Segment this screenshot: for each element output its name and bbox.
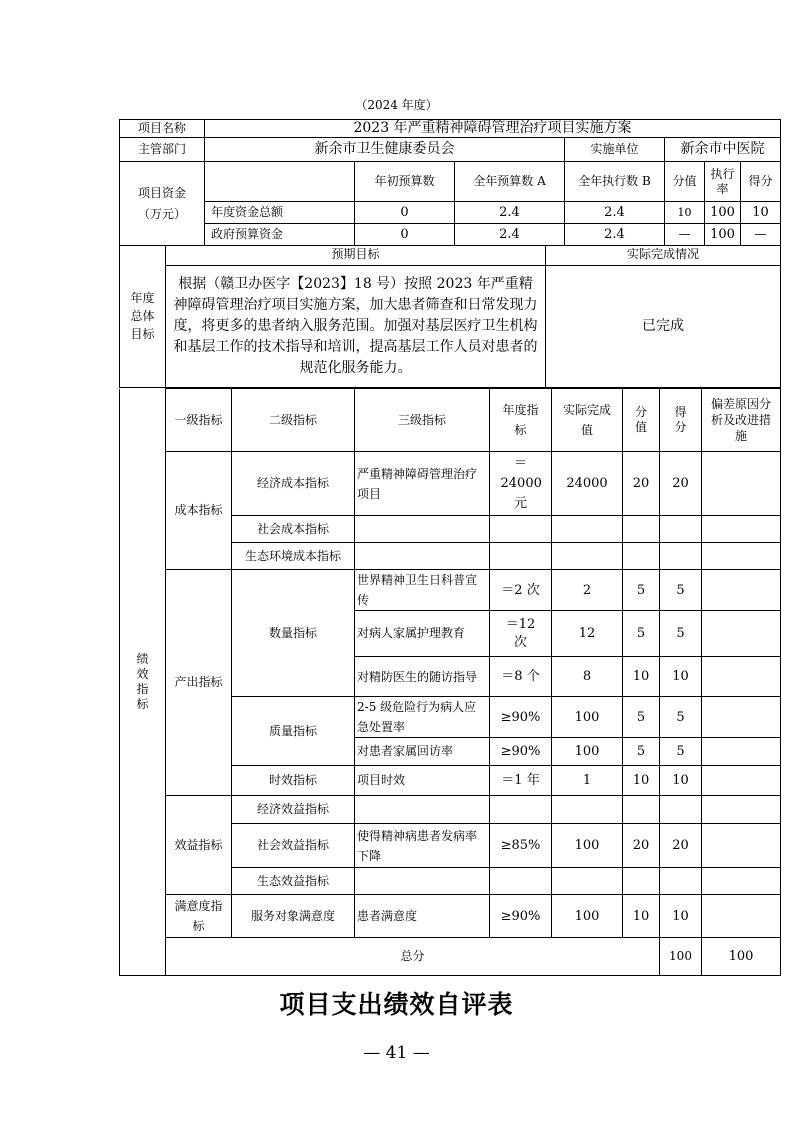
funds-label-line2: （万元） xyxy=(137,206,186,221)
cell xyxy=(552,796,623,824)
cost-economic-target xyxy=(490,452,552,516)
q2-item: 对病人家属护理教育 xyxy=(355,611,490,657)
cell xyxy=(660,516,702,543)
hdr-level3: 三级指标 xyxy=(355,389,490,452)
performance-table xyxy=(119,388,781,976)
hdr-target xyxy=(490,389,552,452)
q3-target: ＝8 个 xyxy=(490,657,552,697)
q2-target xyxy=(490,611,552,657)
funds-row-got: — xyxy=(741,224,781,246)
project-info-table xyxy=(119,119,781,246)
t1-target: ＝1 年 xyxy=(490,766,552,796)
q3-score: 10 xyxy=(623,657,660,697)
q2-got: 5 xyxy=(660,611,702,657)
funds-label xyxy=(120,162,205,246)
dept: 新余市卫生健康委员会 xyxy=(205,138,565,162)
s1-item: 使得精神病患者发病率下降 xyxy=(355,824,490,868)
unit-label: 实施单位 xyxy=(565,138,665,162)
sat-actual: 100 xyxy=(552,895,623,938)
unit: 新余市中医院 xyxy=(665,138,781,162)
m1-target: ≥90% xyxy=(490,697,552,738)
hdr-level1: 一级指标 xyxy=(166,389,232,452)
funds-row-initial: 0 xyxy=(355,224,455,246)
m1-score: 5 xyxy=(623,697,660,738)
col-initial: 年初预算数 xyxy=(355,162,455,202)
q2-target-text: ＝12次 xyxy=(505,616,536,650)
funds-row-rate: 100 xyxy=(705,224,741,246)
cost-economic-target-text: ＝24000元 xyxy=(500,455,542,511)
funds-row-exec: 2.4 xyxy=(565,224,665,246)
cell xyxy=(702,516,781,543)
expected-header: 预期目标 xyxy=(166,245,546,265)
sat-item: 患者满意度 xyxy=(355,895,490,938)
funds-row-name: 年度资金总额 xyxy=(205,202,355,224)
sat-got: 10 xyxy=(660,895,702,938)
funds-row-exec: 2.4 xyxy=(565,202,665,224)
funds-header-blank xyxy=(205,162,355,202)
dept-label: 主管部门 xyxy=(120,138,205,162)
funds-row-full: 2.4 xyxy=(455,224,565,246)
cost-economic-actual: 24000 xyxy=(552,452,623,516)
s1-reason xyxy=(702,824,781,868)
goals-table xyxy=(119,245,781,388)
q2-actual: 12 xyxy=(552,611,623,657)
hdr-actual xyxy=(552,389,623,452)
hdr-level2: 二级指标 xyxy=(232,389,355,452)
cell xyxy=(702,543,781,570)
t1-reason xyxy=(702,766,781,796)
funds-row-name: 政府预算资金 xyxy=(205,224,355,246)
hdr-target-text: 年度指标 xyxy=(502,403,539,437)
satisfaction-sub: 服务对象满意度 xyxy=(232,895,355,938)
cost-economic-item: 严重精神障碍管理治疗项目 xyxy=(355,452,490,516)
col-full: 全年预算数 A xyxy=(455,162,565,202)
page-number: — 41 — xyxy=(363,1043,430,1063)
col-rate: 执行率 xyxy=(705,162,741,202)
col-exec: 全年执行数 B xyxy=(565,162,665,202)
benefit-social: 社会效益指标 xyxy=(232,824,355,868)
hdr-reason-text: 偏差原因分析及改进措施 xyxy=(710,397,771,443)
benefit-economic: 经济效益指标 xyxy=(232,796,355,824)
output-quality: 质量指标 xyxy=(232,697,355,766)
cell xyxy=(702,868,781,895)
cost-eco-env: 生态环境成本指标 xyxy=(232,543,355,570)
t1-score: 10 xyxy=(623,766,660,796)
cell xyxy=(490,796,552,824)
cell xyxy=(490,516,552,543)
hdr-reason xyxy=(702,389,781,452)
m2-actual: 100 xyxy=(552,738,623,766)
cell xyxy=(623,543,660,570)
total-score: 100 xyxy=(660,938,702,976)
cost-economic-got: 20 xyxy=(660,452,702,516)
q1-got: 5 xyxy=(660,570,702,611)
cost-level1: 成本指标 xyxy=(166,452,232,570)
cell xyxy=(355,868,490,895)
funds-row-score: — xyxy=(665,224,705,246)
m2-got: 5 xyxy=(660,738,702,766)
cell xyxy=(490,543,552,570)
t1-actual: 1 xyxy=(552,766,623,796)
q3-reason xyxy=(702,657,781,697)
q2-score: 5 xyxy=(623,611,660,657)
q1-reason xyxy=(702,570,781,611)
funds-row-score: 10 xyxy=(665,202,705,224)
total-label: 总分 xyxy=(166,938,660,976)
output-quantity: 数量指标 xyxy=(232,570,355,697)
cell xyxy=(552,543,623,570)
s1-actual: 100 xyxy=(552,824,623,868)
cell xyxy=(623,796,660,824)
sat-reason xyxy=(702,895,781,938)
cell xyxy=(355,516,490,543)
s1-target: ≥85% xyxy=(490,824,552,868)
funds-row-rate: 100 xyxy=(705,202,741,224)
funds-row-initial: 0 xyxy=(355,202,455,224)
funds-label-line1: 项目资金 xyxy=(137,185,186,200)
cell xyxy=(660,796,702,824)
benefit-level1: 效益指标 xyxy=(166,796,232,895)
year-label: （2024 年度） xyxy=(355,98,438,112)
s1-got: 20 xyxy=(660,824,702,868)
s1-score: 20 xyxy=(623,824,660,868)
q1-target: ＝2 次 xyxy=(490,570,552,611)
q3-actual: 8 xyxy=(552,657,623,697)
cell xyxy=(552,868,623,895)
t1-item: 项目时效 xyxy=(355,766,490,796)
q1-actual: 2 xyxy=(552,570,623,611)
q1-item: 世界精神卫生日科普宣传 xyxy=(355,570,490,611)
m1-actual: 100 xyxy=(552,697,623,738)
col-got: 得分 xyxy=(741,162,781,202)
hdr-got xyxy=(660,389,702,452)
q3-item: 对精防医生的随访指导 xyxy=(355,657,490,697)
sat-score: 10 xyxy=(623,895,660,938)
cell xyxy=(490,868,552,895)
t1-got: 10 xyxy=(660,766,702,796)
cell xyxy=(355,796,490,824)
cell xyxy=(702,796,781,824)
page-title: 项目支出绩效自评表 xyxy=(279,990,514,1019)
cost-economic: 经济成本指标 xyxy=(232,452,355,516)
m2-score: 5 xyxy=(623,738,660,766)
funds-row-got: 10 xyxy=(741,202,781,224)
m1-got: 5 xyxy=(660,697,702,738)
output-level1: 产出指标 xyxy=(166,570,232,796)
hdr-actual-text: 实际完成值 xyxy=(562,403,611,437)
funds-row-full: 2.4 xyxy=(455,202,565,224)
col-score: 分值 xyxy=(665,162,705,202)
goals-label-text: 年度总体目标 xyxy=(130,290,155,341)
expected-goal-text: 根据（赣卫办医字【2023】18 号）按照 2023 年严重精神障碍管理治疗项目实施方案，加大患者筛查和日常发现力度，将更多的患者纳入服务范围。加强对基层医疗卫生机构和基层工作的技术指导和培训，提高基层工作人员对患者的规范化服务能力。 xyxy=(166,265,546,387)
cost-economic-score: 20 xyxy=(623,452,660,516)
actual-header: 实际完成情况 xyxy=(546,245,781,265)
cell xyxy=(660,543,702,570)
sat-target: ≥90% xyxy=(490,895,552,938)
cell xyxy=(660,868,702,895)
cell xyxy=(355,543,490,570)
cost-social: 社会成本指标 xyxy=(232,516,355,543)
project-name: 2023 年严重精神障碍管理治疗项目实施方案 xyxy=(205,120,781,138)
hdr-score xyxy=(623,389,660,452)
q2-reason xyxy=(702,611,781,657)
cost-economic-reason xyxy=(702,452,781,516)
satisfaction-level1 xyxy=(166,895,232,938)
cell xyxy=(623,516,660,543)
m1-item: 2-5 级危险行为病人应急处置率 xyxy=(355,697,490,738)
perf-side-label xyxy=(120,389,166,976)
project-name-label: 项目名称 xyxy=(120,120,205,138)
output-timeliness: 时效指标 xyxy=(232,766,355,796)
q3-got: 10 xyxy=(660,657,702,697)
satisfaction-level1-text: 满意度指标 xyxy=(174,899,223,933)
hdr-score-text: 分值 xyxy=(634,405,647,434)
m2-item: 对患者家属回访率 xyxy=(355,738,490,766)
hdr-got-text: 得分 xyxy=(674,405,687,434)
goals-label xyxy=(120,245,166,387)
actual-goal-text: 已完成 xyxy=(546,265,781,387)
benefit-eco: 生态效益指标 xyxy=(232,868,355,895)
m1-reason xyxy=(702,697,781,738)
perf-side-label-text: 绩效指标 xyxy=(136,651,149,711)
cell xyxy=(552,516,623,543)
q1-score: 5 xyxy=(623,570,660,611)
cell xyxy=(623,868,660,895)
total-got: 100 xyxy=(702,938,781,976)
m2-reason xyxy=(702,738,781,766)
m2-target: ≥90% xyxy=(490,738,552,766)
